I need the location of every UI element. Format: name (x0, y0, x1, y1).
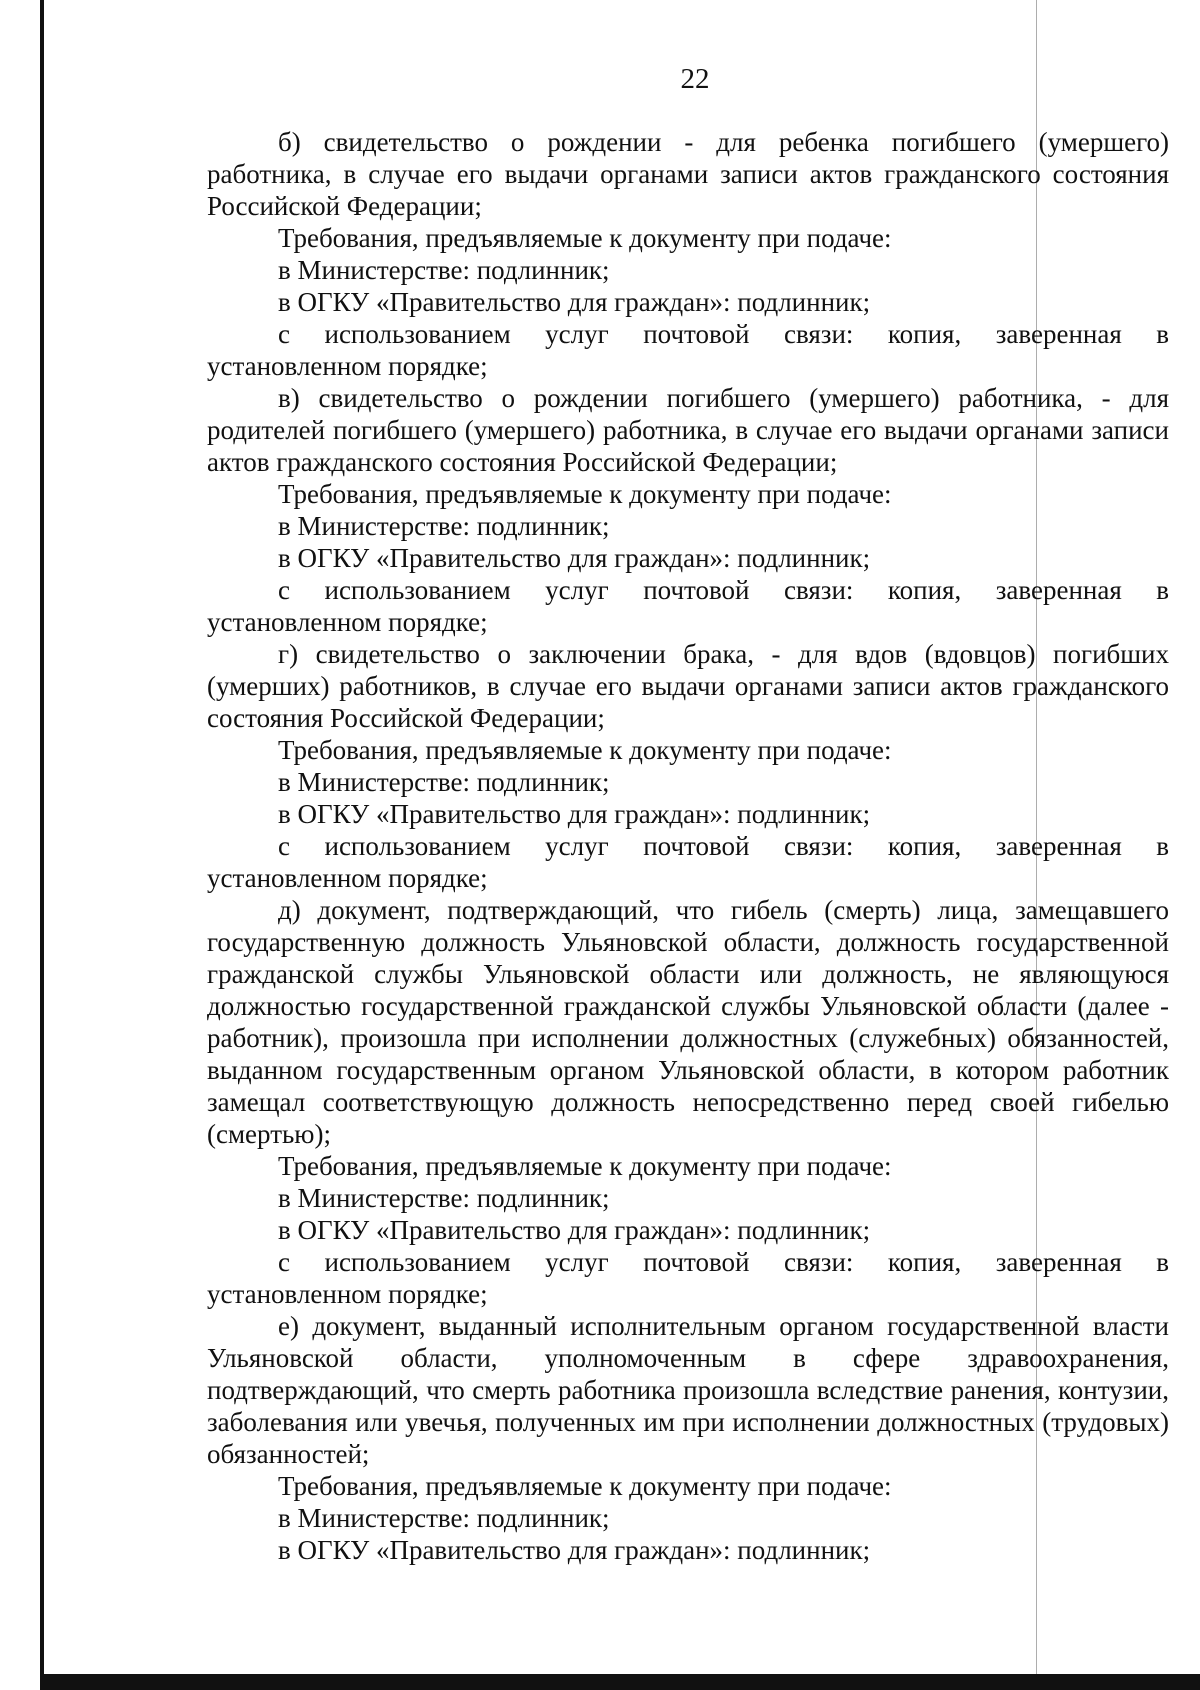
requirement-ogku: в ОГКУ «Правительство для граждан»: подлинник; (278, 287, 871, 317)
document-body (207, 126, 1169, 1566)
requirement-ogku: в ОГКУ «Правительство для граждан»: подлинник; (278, 1215, 871, 1245)
page-number: 22 (680, 63, 710, 95)
item-d-death-in-service-document: д) документ, подтверждающий, что гибель (смерть) лица, замещавшего государственную должность Ульяновской области, должность государственной гражданской службы Ульяновской области или должность, не являющуюся должностью государственной гражданской службы Ульяновской области (далее - работник), произошла при исполнении должностных (служебных) обязанностей, выданном государственным органом Ульяновской области, в котором работник замещал соответствующую должность непосредственно перед своей гибелью (смертью); (207, 895, 1169, 1149)
requirement-postal-tail: установленном порядке; (207, 351, 488, 381)
item-e-health-authority-document: е) документ, выданный исполнительным органом государственной власти Ульяновской области, уполномоченным в сфере здравоохранения, подтверждающий, что смерть работника произошла вследствие ранения, контузии, заболевания или увечья, полученных им при исполнении должностных (трудовых) обязанностей; (207, 1311, 1169, 1469)
scan-border-left (40, 0, 44, 1678)
requirement-ministry: в Министерстве: подлинник; (278, 1503, 610, 1533)
item-b-birth-certificate-child: б) свидетельство о рождении - для ребенка погибшего (умершего) работника, в случае его выдачи органами записи актов гражданского состояния Российской Федерации; (207, 127, 1169, 221)
requirement-ministry: в Министерстве: подлинник; (278, 255, 610, 285)
requirement-ogku: в ОГКУ «Правительство для граждан»: подлинник; (278, 543, 871, 573)
requirement-postal: с использованием услуг почтовой связи: копия, заверенная в (278, 319, 1169, 349)
requirements-heading: Требования, предъявляемые к документу при подаче: (278, 479, 892, 509)
requirements-heading: Требования, предъявляемые к документу при подаче: (278, 223, 892, 253)
requirement-ministry: в Министерстве: подлинник; (278, 511, 610, 541)
requirement-postal: с использованием услуг почтовой связи: копия, заверенная в (278, 575, 1169, 605)
requirement-ministry: в Министерстве: подлинник; (278, 767, 610, 797)
requirements-heading: Требования, предъявляемые к документу при подаче: (278, 1471, 892, 1501)
requirement-ogku: в ОГКУ «Правительство для граждан»: подлинник; (278, 799, 871, 829)
requirement-postal: с использованием услуг почтовой связи: копия, заверенная в (278, 1247, 1169, 1277)
scan-border-bottom (40, 1674, 1200, 1690)
requirement-ministry: в Министерстве: подлинник; (278, 1183, 610, 1213)
requirement-ogku: в ОГКУ «Правительство для граждан»: подлинник; (278, 1535, 871, 1565)
requirement-postal: с использованием услуг почтовой связи: копия, заверенная в (278, 831, 1169, 861)
requirement-postal-tail: установленном порядке; (207, 863, 488, 893)
item-g-marriage-certificate: г) свидетельство о заключении брака, - для вдов (вдовцов) погибших (умерших) работников, в случае его выдачи органами записи актов гражданского состояния Российской Федерации; (207, 639, 1169, 733)
item-v-birth-certificate-worker: в) свидетельство о рождении погибшего (умершего) работника, - для родителей погибшего (умершего) работника, в случае его выдачи органами записи актов гражданского состояния Российской Федерации; (207, 383, 1169, 477)
requirements-heading: Требования, предъявляемые к документу при подаче: (278, 735, 892, 765)
requirements-heading: Требования, предъявляемые к документу при подаче: (278, 1151, 892, 1181)
requirement-postal-tail: установленном порядке; (207, 1279, 488, 1309)
requirement-postal-tail: установленном порядке; (207, 607, 488, 637)
